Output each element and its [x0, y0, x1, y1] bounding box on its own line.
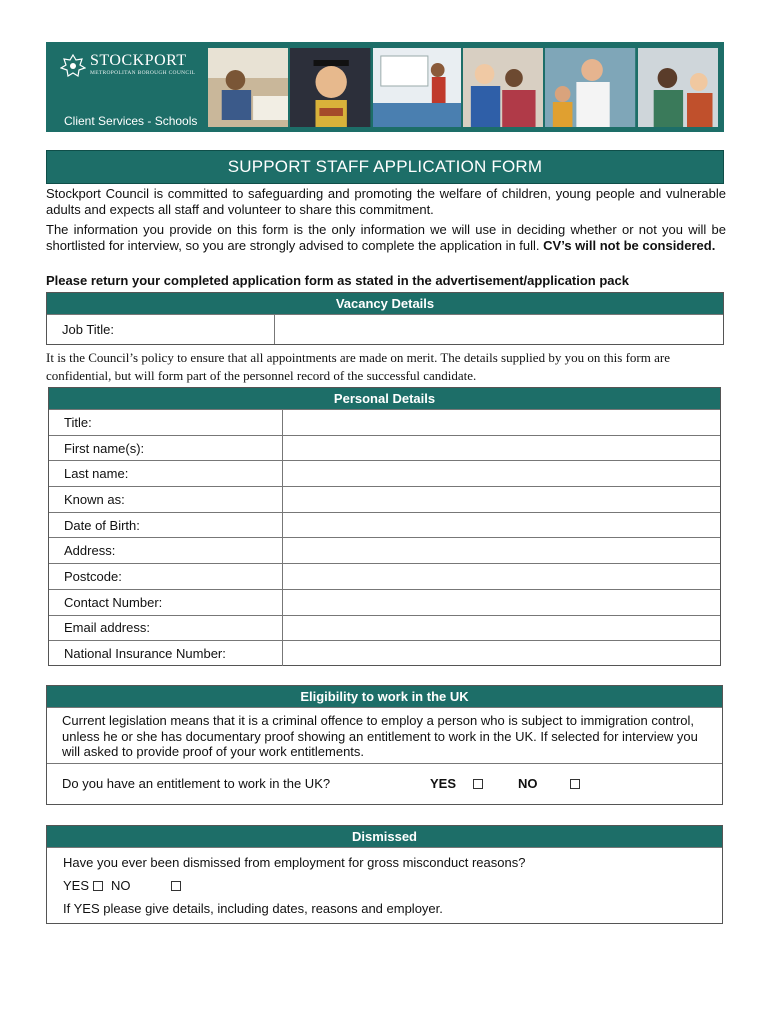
photo-pupil-writing — [208, 48, 288, 127]
photo-students — [638, 48, 718, 127]
personal-field-row — [49, 409, 720, 435]
crest-icon — [60, 54, 86, 78]
dismissed-heading: Dismissed — [47, 826, 722, 847]
personal-details-heading: Personal Details — [49, 388, 720, 409]
postcode-input[interactable] — [283, 564, 720, 589]
dismissed-no-label: NO — [111, 878, 131, 893]
postcode-label: Postcode: — [49, 564, 283, 589]
dismissed-yes-checkbox[interactable] — [93, 881, 103, 891]
vacancy-details-table — [46, 292, 724, 345]
job-title-input[interactable] — [275, 315, 723, 344]
personal-field-row — [49, 460, 720, 486]
policy-note: It is the Council’s policy to ensure that all appointments are made on merit. The details supplied by you on this form are confidential, but will form part of the personnel record of the successful candidate. — [46, 350, 670, 383]
email-address-label: Email address: — [49, 616, 283, 641]
council-logo — [60, 52, 210, 82]
eligibility-question-row — [47, 763, 722, 804]
title-input[interactable] — [283, 410, 720, 435]
dismissed-question: Have you ever been dismissed from employment for gross misconduct reasons? — [63, 855, 526, 870]
council-name: STOCKPORT — [90, 52, 187, 69]
intro-paragraph-1: Stockport Council is committed to safeguarding and promoting the welfare of children, young people and vulnerable adults and expects all staff and volunteer to share this commitment. — [46, 186, 726, 217]
eligibility-yes-checkbox[interactable] — [473, 779, 483, 789]
form-title-box — [46, 150, 724, 184]
known-as-input[interactable] — [283, 487, 720, 512]
first-name-label: First name(s): — [49, 436, 283, 461]
personal-field-row — [49, 537, 720, 563]
photo-strip — [208, 48, 718, 127]
title-label: Title: — [49, 410, 283, 435]
photo-graduate-child — [290, 48, 370, 127]
personal-field-row — [49, 640, 720, 666]
intro-cv-note: CV’s will not be considered. — [543, 237, 716, 253]
national-insurance-input[interactable] — [283, 641, 720, 666]
eligibility-no-label: NO — [518, 776, 538, 791]
address-label: Address: — [49, 538, 283, 563]
eligibility-question: Do you have an entitlement to work in the UK? — [62, 776, 331, 791]
header-banner — [46, 42, 724, 132]
personal-field-row — [49, 615, 720, 641]
form-title: SUPPORT STAFF APPLICATION FORM — [227, 157, 543, 176]
intro-paragraph-2 — [46, 222, 726, 253]
eligibility-heading: Eligibility to work in the UK — [47, 686, 722, 707]
national-insurance-label: National Insurance Number: — [49, 641, 283, 666]
job-title-row — [47, 314, 723, 344]
date-of-birth-input[interactable] — [283, 513, 720, 538]
return-note: Please return your completed application form as stated in the advertisement/application pack — [46, 273, 629, 288]
job-title-label: Job Title: — [47, 315, 275, 344]
dismissed-details-note: If YES please give details, including dates, reasons and employer. — [63, 901, 443, 916]
first-name-input[interactable] — [283, 436, 720, 461]
address-input[interactable] — [283, 538, 720, 563]
personal-field-row — [49, 486, 720, 512]
personal-field-row — [49, 563, 720, 589]
eligibility-text: Current legislation means that it is a criminal offence to employ a person who is subject to immigration control, unless he or she has documentary proof showing an entitlement to work in the UK. If selected for interview you will asked to provide proof of your work entitlements. — [47, 707, 722, 763]
photo-teacher-pupils — [545, 48, 635, 127]
last-name-label: Last name: — [49, 461, 283, 486]
eligibility-table — [46, 685, 723, 805]
dismissed-table — [46, 825, 723, 924]
personal-field-row — [49, 589, 720, 615]
personal-field-row — [49, 435, 720, 461]
date-of-birth-label: Date of Birth: — [49, 513, 283, 538]
vacancy-details-heading: Vacancy Details — [47, 293, 723, 314]
dismissed-yes-label: YES — [63, 878, 90, 893]
email-address-input[interactable] — [283, 616, 720, 641]
known-as-label: Known as: — [49, 487, 283, 512]
contact-number-input[interactable] — [283, 590, 720, 615]
personal-field-row — [49, 512, 720, 538]
photo-children-group — [463, 48, 543, 127]
eligibility-no-checkbox[interactable] — [570, 779, 580, 789]
eligibility-yes-label: YES — [430, 776, 457, 791]
dismissed-no-checkbox[interactable] — [171, 881, 181, 891]
council-subtitle: METROPOLITAN BOROUGH COUNCIL — [90, 70, 196, 76]
dismissed-body — [47, 847, 722, 923]
last-name-input[interactable] — [283, 461, 720, 486]
banner-caption: Client Services - Schools — [64, 114, 198, 128]
contact-number-label: Contact Number: — [49, 590, 283, 615]
intro-paragraph-2-text: The information you provide on this form is the only information we will use in deciding whether or not you will be shortlisted for interview, so you are strongly advised to complete the application in full. — [46, 222, 726, 253]
photo-classroom — [373, 48, 461, 127]
personal-details-table — [48, 387, 721, 666]
